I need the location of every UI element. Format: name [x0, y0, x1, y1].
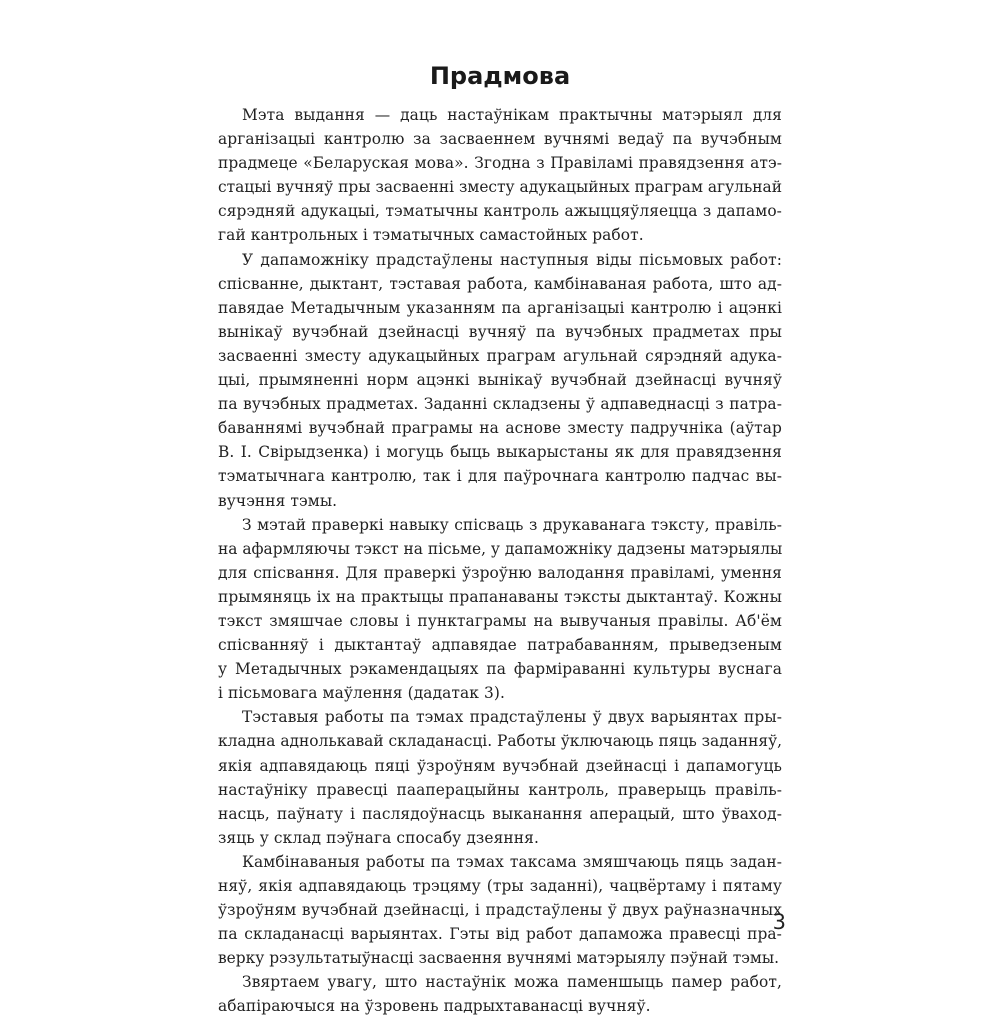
text-line: прадмеце «Беларуская мова». Згодна з Правіламі правядзення атэ-	[218, 154, 782, 173]
text-line: насць, паўнату і паслядоўнасць выканання аперацый, што ўваход-	[218, 804, 782, 823]
text-line: Звяртаем увагу, што настаўнік можа паменшыць памер работ,	[242, 973, 782, 992]
text-line: і пісьмовага маўлення (дадатак 3).	[218, 684, 506, 703]
text-line: Тэставыя работы па тэмах прадстаўлены ў двух варыянтах пры-	[242, 708, 782, 727]
paragraph	[218, 970, 782, 1018]
text-line: У дапаможніку прадстаўлены наступныя віды пісьмовых работ:	[242, 250, 782, 269]
text-line: спісванняў і дыктантаў адпавядае патрабаванням, прыведзеным	[218, 636, 782, 655]
text-line: вынікаў вучэбнай дзейнасці вучняў па вучэбных прадметах пры	[218, 322, 782, 341]
text-line: ўзроўням вучэбнай дзейнасці, і прадстаўлены ў двух раўназначных	[218, 901, 782, 920]
page-number: 3	[772, 910, 786, 934]
page-title: Прадмова	[429, 62, 571, 90]
text-line: верку рэзультатыўнасці засваення вучнямі матэрыялу пэўнай тэмы.	[218, 949, 780, 968]
text-line: гай кантрольных і тэматычных самастойных работ.	[218, 226, 644, 245]
text-line: тэматычнага кантролю, так і для паўрочнага кантролю падчас вы-	[218, 467, 782, 486]
body-text	[218, 103, 782, 1019]
text-line: Мэта выдання — даць настаўнікам практычны матэрыял для	[242, 106, 782, 124]
text-line: Камбінаваныя работы па тэмах таксама змяшчаюць пяць задан-	[242, 852, 782, 871]
text-line: сярэдняй адукацыі, тэматычны кантроль ажыццяўляецца з дапамо-	[218, 202, 782, 221]
text-line: няў, якія адпавядаюць трэцяму (тры заданні), чацвёртаму і пятаму	[218, 877, 782, 895]
paragraph	[218, 705, 782, 850]
text-line: якія адпавядаюць пяці ўзроўням вучэбнай дзейнасці і дапамогуць	[218, 756, 782, 775]
text-line: па складанасці варыянтах. Гэты від работ дапаможа правесці пра-	[218, 925, 782, 944]
text-line: вучэння тэмы.	[218, 491, 338, 510]
text-line: баваннямі вучэбнай праграмы на аснове зместу падручніка (аўтар	[218, 419, 782, 438]
text-line: кладна аднолькавай складанасці. Работы ўключаюць пяць заданняў,	[218, 732, 783, 751]
paragraph	[218, 513, 782, 706]
text-line: па вучэбных прадметах. Заданні складзены ў адпаведнасці з патра-	[218, 395, 782, 414]
text-line: стацыі вучняў пры засваенні зместу адукацыйных праграм агульнай	[218, 178, 782, 197]
text-line: зяць у склад пэўнага спосабу дзеяння.	[218, 828, 539, 847]
text-line: арганізацыі кантролю за засваеннем вучнямі ведаў па вучэбным	[218, 130, 782, 149]
text-line: цыі, прымяненні норм ацэнкі вынікаў вучэбнай дзейнасці вучняў	[218, 371, 782, 390]
text-line: павядае Метадычным указанням па арганізацыі кантролю і ацэнкі	[218, 298, 782, 317]
text-line: З мэтай праверкі навыку спісваць з друкаванага тэксту, правіль-	[242, 515, 782, 534]
text-line: прымяняць іх на практыцы прапанаваны тэксты дыктантаў. Кожны	[218, 587, 782, 606]
text-line: В. І. Свірыдзенка) і могуць быць выкарыстаны як для правядзення	[218, 443, 782, 462]
paragraph	[218, 850, 782, 970]
text-line: для спісвання. Для праверкі ўзроўню валодання правіламі, умення	[218, 563, 782, 582]
text-line: спісванне, дыктант, тэставая работа, камбінаваная работа, што ад-	[218, 274, 782, 293]
paragraph	[218, 248, 782, 513]
paragraph	[218, 103, 782, 248]
text-line: засваенні зместу адукацыйных праграм агульнай сярэдняй адука-	[218, 346, 782, 365]
text-line: у Метадычных рэкамендацыях па фарміраванні культуры вуснага	[218, 660, 782, 679]
text-line: настаўніку правесці пааперацыйны кантроль, праверыць правіль-	[218, 780, 782, 799]
text-line: тэкст змяшчае словы і пунктаграмы на вывучаныя правілы. Аб'ём	[218, 611, 782, 630]
text-line: абапіраючыся на ўзровень падрыхтаванасці вучняў.	[218, 997, 651, 1016]
text-line: на афармляючы тэкст на пісьме, у дапаможніку дадзены матэрыялы	[218, 539, 783, 558]
